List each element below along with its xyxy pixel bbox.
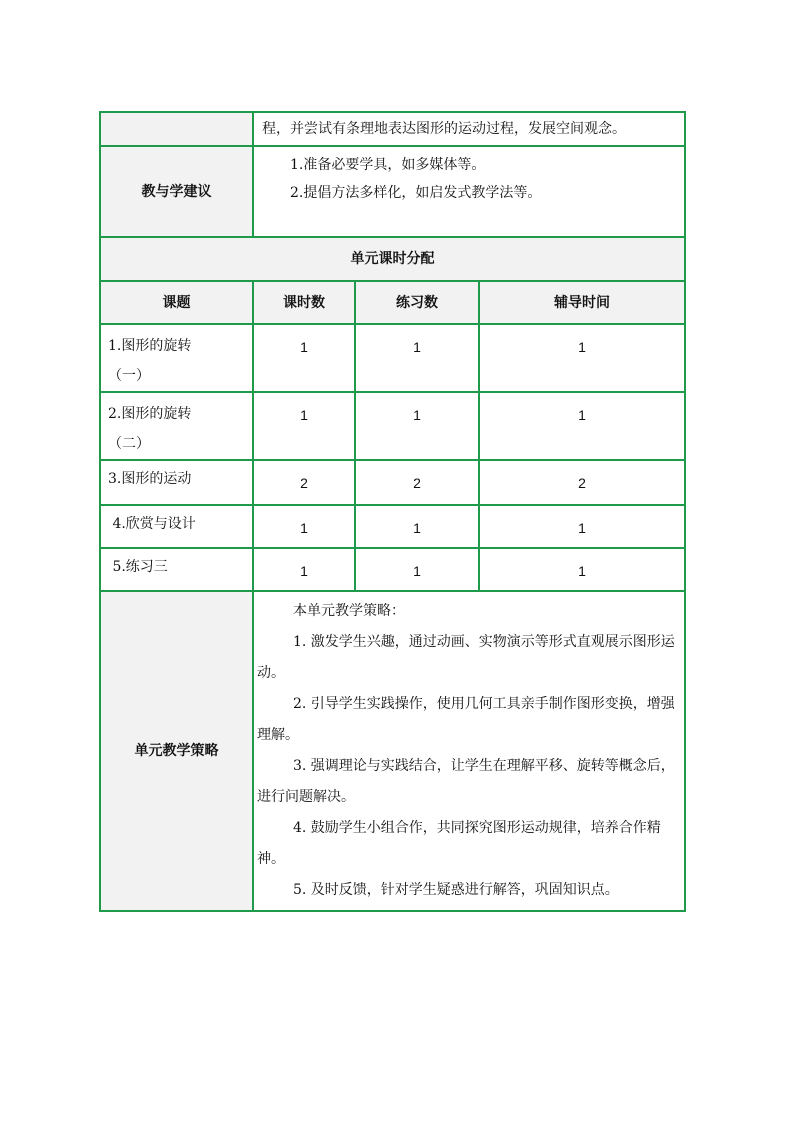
header-hours: 课时数 xyxy=(253,281,355,324)
table-row xyxy=(100,392,685,460)
header-exercises: 练习数 xyxy=(355,281,479,324)
strategy-item: 4. 鼓励学生小组合作，共同探究图形运动规律，培养合作精神。 xyxy=(257,820,661,867)
continuation-label-cell xyxy=(100,112,253,146)
topic-cell xyxy=(100,392,253,460)
tutoring-cell xyxy=(479,460,685,505)
table-row xyxy=(100,460,685,505)
topic-line: （二） xyxy=(108,436,150,452)
exercises-value: 1 xyxy=(413,407,421,423)
topic-cell xyxy=(100,324,253,392)
table-row xyxy=(100,505,685,548)
allocation-title: 单元课时分配 xyxy=(100,237,685,281)
strategy-content xyxy=(253,591,685,911)
exercises-cell xyxy=(355,460,479,505)
hours-value: 1 xyxy=(300,520,308,536)
header-tutoring: 辅导时间 xyxy=(479,281,685,324)
exercises-cell xyxy=(355,392,479,460)
hours-value: 1 xyxy=(300,407,308,423)
suggestion-item: 1.准备必要学具，如多媒体等。 xyxy=(290,157,486,173)
strategy-item: 5. 及时反馈，针对学生疑惑进行解答，巩固知识点。 xyxy=(293,882,619,898)
topic-cell xyxy=(100,460,253,505)
tutoring-value: 1 xyxy=(578,520,586,536)
topic-cell xyxy=(100,548,253,591)
strategy-intro: 本单元教学策略： xyxy=(293,603,405,619)
tutoring-value: 1 xyxy=(578,407,586,423)
topic-line: 1.图形的旋转 xyxy=(108,338,192,354)
header-topic: 课题 xyxy=(100,281,253,324)
hours-cell xyxy=(253,324,355,392)
strategy-row xyxy=(100,591,685,911)
hours-cell xyxy=(253,460,355,505)
exercises-value: 1 xyxy=(413,520,421,536)
strategy-label: 单元教学策略 xyxy=(100,591,253,911)
table-row xyxy=(100,324,685,392)
topic-line: 3.图形的运动 xyxy=(108,471,192,487)
suggestions-row xyxy=(100,146,685,237)
topic-line: 2.图形的旋转 xyxy=(108,406,192,422)
hours-value: 2 xyxy=(300,475,308,491)
strategy-item: 1. 激发学生兴趣，通过动画、实物演示等形式直观展示图形运动。 xyxy=(257,634,675,681)
exercises-value: 1 xyxy=(413,563,421,579)
hours-cell xyxy=(253,505,355,548)
suggestions-content xyxy=(253,146,685,237)
unit-plan-table xyxy=(99,111,686,912)
tutoring-cell xyxy=(479,392,685,460)
tutoring-cell xyxy=(479,548,685,591)
tutoring-cell xyxy=(479,324,685,392)
topic-line: 4.欣赏与设计 xyxy=(108,516,196,532)
exercises-cell xyxy=(355,324,479,392)
tutoring-value: 1 xyxy=(578,563,586,579)
topic-line: （一） xyxy=(108,368,150,384)
allocation-title-row xyxy=(100,237,685,281)
hours-cell xyxy=(253,548,355,591)
topic-cell xyxy=(100,505,253,548)
strategy-item: 3. 强调理论与实践结合，让学生在理解平移、旋转等概念后，进行问题解决。 xyxy=(257,758,675,805)
continuation-row xyxy=(100,112,685,146)
tutoring-value: 2 xyxy=(578,475,586,491)
exercises-value: 1 xyxy=(413,339,421,355)
tutoring-cell xyxy=(479,505,685,548)
table-row xyxy=(100,548,685,591)
topic-line: 5.练习三 xyxy=(108,559,168,575)
continuation-text: 程，并尝试有条理地表达图形的运动过程，发展空间观念。 xyxy=(253,112,685,146)
exercises-cell xyxy=(355,548,479,591)
hours-value: 1 xyxy=(300,339,308,355)
hours-cell xyxy=(253,392,355,460)
strategy-item: 2. 引导学生实践操作，使用几何工具亲手制作图形变换，增强理解。 xyxy=(257,696,675,743)
suggestions-label: 教与学建议 xyxy=(100,146,253,237)
hours-value: 1 xyxy=(300,563,308,579)
exercises-cell xyxy=(355,505,479,548)
exercises-value: 2 xyxy=(413,475,421,491)
tutoring-value: 1 xyxy=(578,339,586,355)
allocation-header-row xyxy=(100,281,685,324)
suggestion-item: 2.提倡方法多样化，如启发式教学法等。 xyxy=(290,185,542,201)
